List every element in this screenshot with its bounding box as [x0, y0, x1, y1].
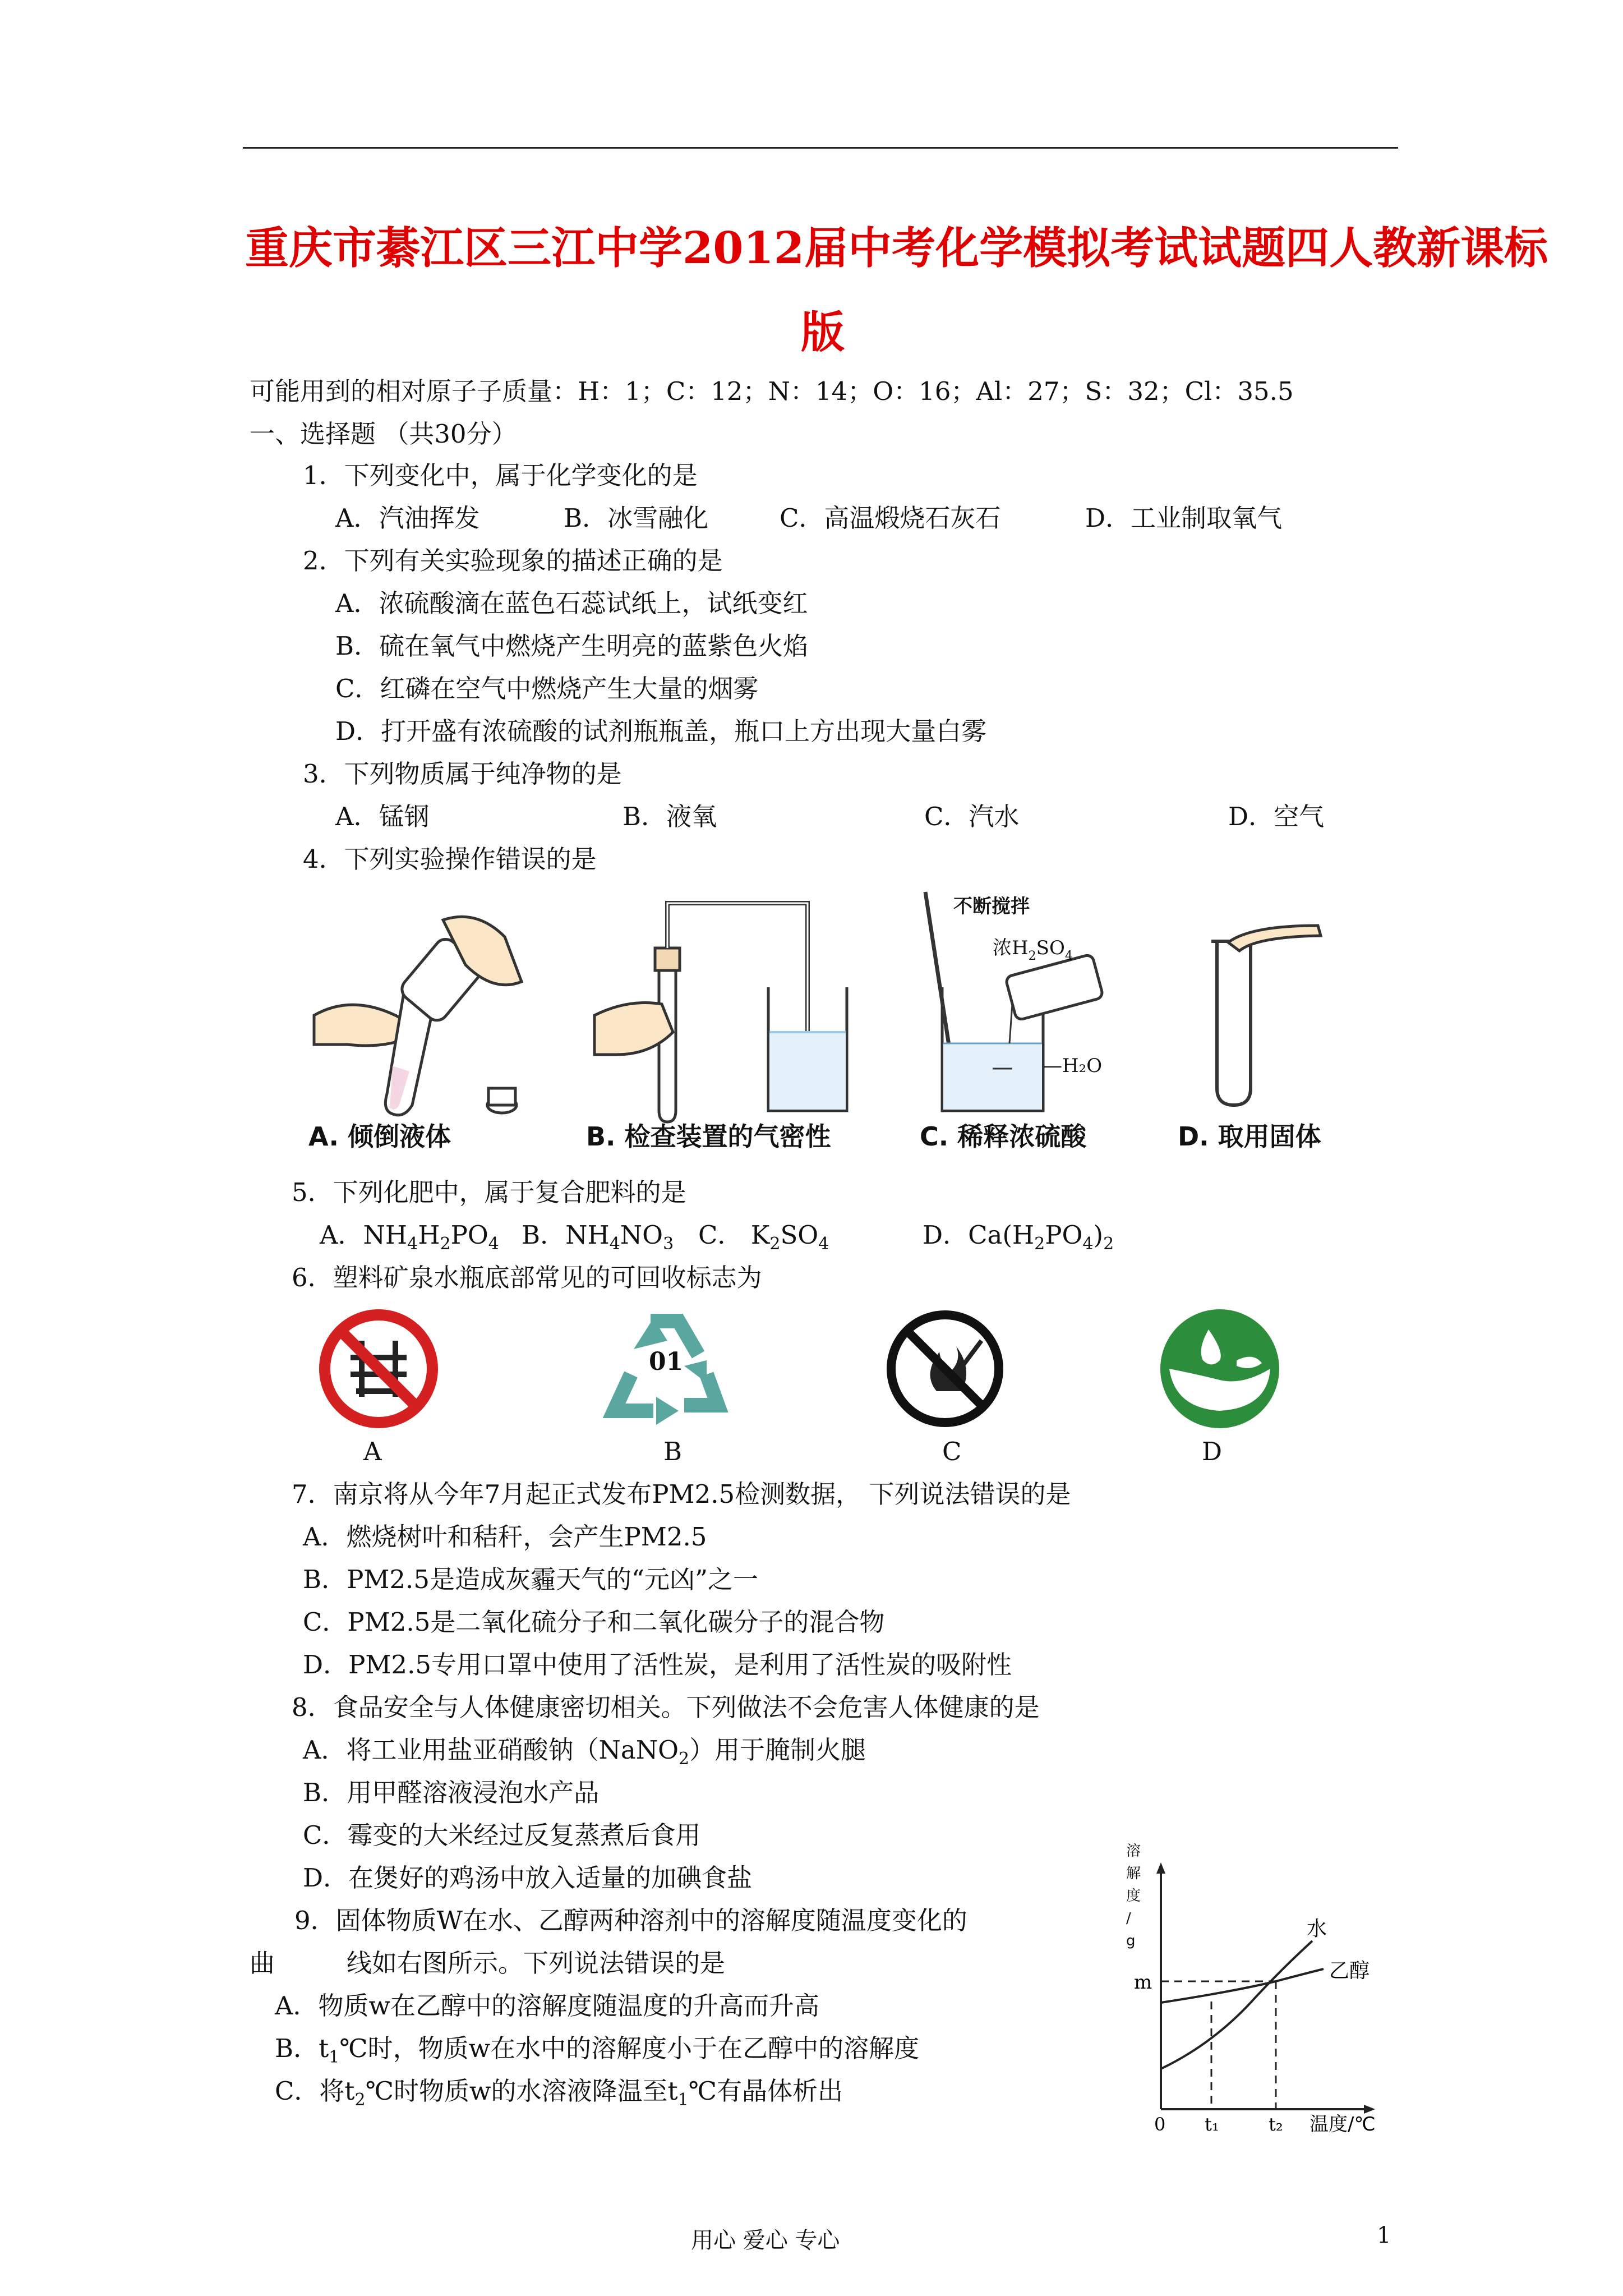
- q3-option-b: B．液氧: [623, 802, 717, 831]
- q3-option-d: D．空气: [1228, 802, 1325, 831]
- question-5-stem: 5．下列化肥中，属于复合肥料的是: [292, 1177, 686, 1207]
- q7-option-d: D．PM2.5专用口罩中使用了活性炭，是利用了活性炭的吸附性: [303, 1650, 1012, 1680]
- q5-option-b: B．$NH_4NO_3$: [522, 1220, 674, 1254]
- q2-option-c: C．红磷在空气中燃烧产生大量的烟雾: [335, 674, 759, 703]
- y-axis-arrow: [1156, 1862, 1165, 1874]
- q8-option-d: D．在煲好的鸡汤中放入适量的加碘食盐: [303, 1863, 753, 1893]
- label-water: —H₂O: [1043, 1055, 1103, 1077]
- x-tick-0: 0: [1154, 2114, 1166, 2135]
- question-4-stem: 4．下列实验操作错误的是: [303, 844, 597, 874]
- water-saving-icon: [1158, 1307, 1281, 1430]
- pouring-liquid-figure: [303, 898, 561, 1122]
- question-9-stem-cont-a: 曲: [250, 1948, 275, 1978]
- q1-option-b: B．冰雪融化: [564, 503, 709, 533]
- page-title-line2: 版: [801, 307, 845, 358]
- q7-option-a: A．燃烧树叶和秸秆，会产生PM2.5: [303, 1522, 707, 1552]
- q7-option-c: C．PM2.5是二氧化硫分子和二氧化碳分子的混合物: [303, 1607, 885, 1637]
- q5-option-c: C． $K_2SO_4$: [698, 1220, 829, 1254]
- q1-option-d: D．工业制取氧气: [1085, 503, 1283, 533]
- no-burning-icon: [317, 1307, 440, 1430]
- label-stir: 不断搅拌: [953, 895, 1030, 918]
- q9-option-c: C．将$t_2℃$时物质w的水溶液降温至$t_1℃$有晶体析出: [275, 2076, 843, 2110]
- q8-option-c: C．霉变的大米经过反复蒸煮后食用: [303, 1820, 701, 1850]
- q9-option-b: B．$t_1℃$时，物质w在水中的溶解度小于在乙醇中的溶解度: [275, 2033, 920, 2067]
- q2-option-a: A．浓硫酸滴在蓝色石蕊试纸上，试纸变红: [335, 588, 808, 618]
- dilute-acid-figure: [909, 886, 1133, 1122]
- q6-label-a: A: [363, 1437, 382, 1466]
- q6-label-c: C: [942, 1437, 962, 1466]
- q2-option-b: B．硫在氧气中燃烧产生明亮的蓝紫色火焰: [335, 631, 809, 661]
- x-tick-t2: t₂: [1269, 2114, 1283, 2135]
- question-1-stem: 1．下列变化中，属于化学变化的是: [303, 461, 698, 490]
- q1-option-a: A．汽油挥发: [335, 503, 480, 533]
- y-axis-label: 溶 解 度 / g: [1126, 1843, 1141, 1949]
- q2-option-d: D．打开盛有浓硫酸的试剂瓶瓶盖，瓶口上方出现大量白雾: [335, 716, 987, 746]
- x-axis-label: 温度/℃: [1310, 2113, 1376, 2136]
- no-fire-icon: [883, 1307, 1007, 1430]
- q5-option-a: A．$NH_4H_2PO_4$: [320, 1220, 499, 1254]
- q6-label-d: D: [1202, 1437, 1223, 1466]
- q9-option-a: A．物质w在乙醇中的溶解度随温度的升高而升高: [275, 1991, 820, 2021]
- airtightness-check-figure: [594, 886, 852, 1122]
- q6-label-b: B: [663, 1437, 683, 1466]
- y-tick-m: m: [1134, 1971, 1152, 1994]
- series-ethanol-label: 乙醇: [1329, 1959, 1370, 1982]
- question-8-stem: 8．食品安全与人体健康密切相关。下列做法不会危害人体健康的是: [292, 1692, 1040, 1722]
- question-2-stem: 2．下列有关实验现象的描述正确的是: [303, 546, 723, 576]
- question-6-stem: 6．塑料矿泉水瓶底部常见的可回收标志为: [292, 1263, 762, 1292]
- question-9-stem-cont-b: 线如右图所示。下列说法错误的是: [347, 1948, 726, 1978]
- q4-caption-b: B. 检查装置的气密性: [586, 1121, 831, 1152]
- q8-option-a: A．将工业用盐亚硝酸钠（NaNO$_2$）用于腌制火腿: [303, 1735, 866, 1769]
- q3-option-a: A．锰钢: [335, 802, 430, 831]
- q4-caption-c: C. 稀释浓硫酸: [920, 1121, 1087, 1152]
- x-tick-t1: t₁: [1205, 2114, 1219, 2135]
- footer-motto: 用心 爱心 专心: [691, 2228, 840, 2253]
- q8-option-b: B．用甲醛溶液浸泡水产品: [303, 1778, 600, 1807]
- q7-option-b: B．PM2.5是造成灰霾天气的“元凶”之一: [303, 1565, 759, 1594]
- solubility-chart: [1122, 1834, 1413, 2137]
- q4-caption-a: A. 倾倒液体: [308, 1121, 451, 1152]
- label-conc-acid: 浓$H_2SO_4$: [993, 937, 1073, 963]
- q4-caption-d: D. 取用固体: [1178, 1121, 1321, 1152]
- q1-option-c: C．高温煅烧石灰石: [780, 503, 1001, 533]
- recycle-number: 01: [649, 1347, 684, 1376]
- section-heading: 一、选择题 （共30分）: [250, 419, 517, 449]
- series-ethanol-line: [1161, 1969, 1324, 2003]
- series-water-line: [1161, 1941, 1312, 2069]
- q5-option-d: D．$Ca(H_2PO_4)_2$: [923, 1220, 1114, 1254]
- q3-option-c: C．汽水: [924, 802, 1020, 831]
- header-rule: [243, 147, 1398, 149]
- series-water-label: 水: [1307, 1917, 1327, 1940]
- question-7-stem: 7．南京将从今年7月起正式发布PM2.5检测数据， 下列说法错误的是: [292, 1479, 1071, 1509]
- atomic-mass-note: 可能用到的相对原子子质量：H：1；C：12；N：14；O：16；Al：27；S：32；Cl：35.5: [250, 376, 1294, 406]
- question-9-stem: 9．固体物质W在水、乙醇两种溶剂中的溶解度随温度变化的: [294, 1906, 967, 1935]
- question-3-stem: 3．下列物质属于纯净物的是: [303, 759, 622, 789]
- take-solid-figure: [1206, 920, 1329, 1111]
- page-number: 1: [1377, 2223, 1391, 2248]
- page-title: 重庆市綦江区三江中学2012届中考化学模拟考试试题四人教新课标: [245, 223, 1548, 274]
- x-axis-arrow: [1364, 2105, 1375, 2114]
